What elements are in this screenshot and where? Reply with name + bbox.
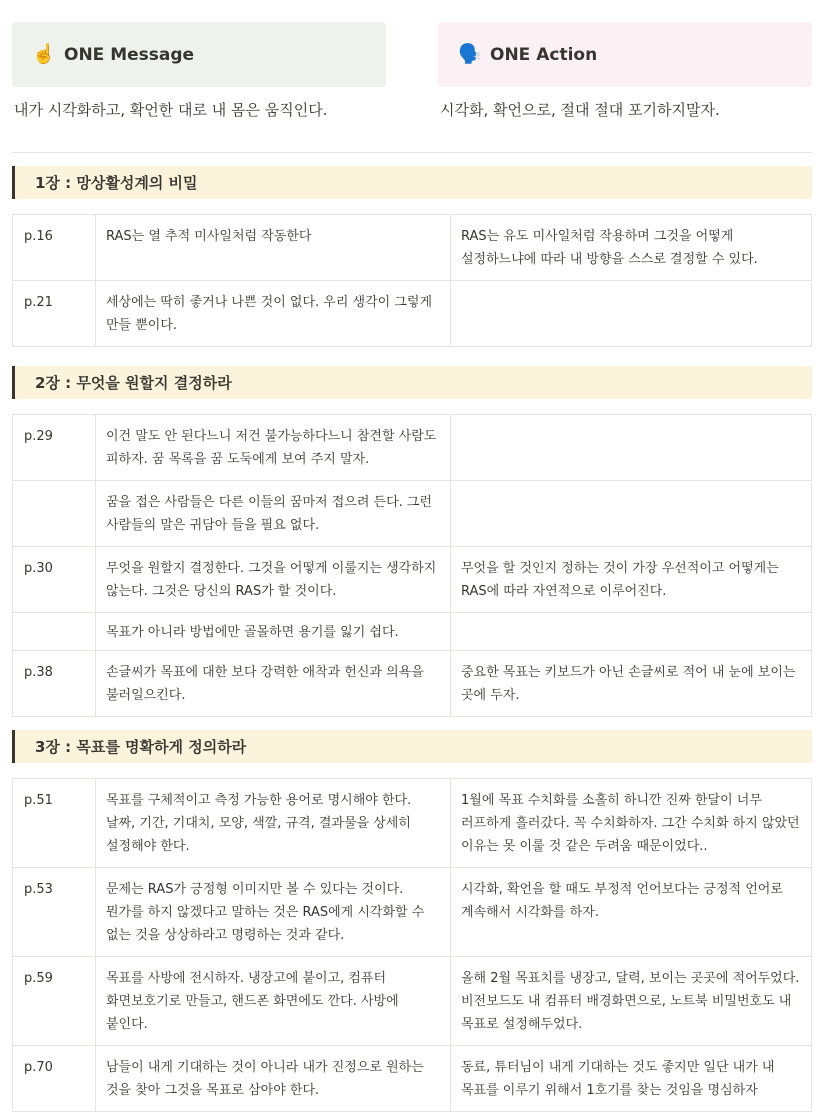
quote-cell[interactable]: 목표를 사방에 전시하자. 냉장고에 붙이고, 컴퓨터 화면보호기로 만들고, 핸드폰 화면에도 깐다. 사방에 붙인다.: [96, 957, 451, 1046]
quote-cell[interactable]: 이건 말도 안 된다느니 저건 불가능하다느니 참견할 사람도 피하자. 꿈 목록을 꿈 도둑에게 보여 주지 말자.: [96, 415, 451, 481]
note-cell[interactable]: 무엇을 할 것인지 정하는 것이 가장 우선적이고 어떻게는 RAS에 따라 자연적으로 이루어진다.: [451, 547, 812, 613]
table-row: [13, 651, 812, 717]
page-cell[interactable]: p.53: [13, 868, 96, 957]
chapter-2-table: [12, 414, 812, 717]
page-cell[interactable]: [13, 481, 96, 547]
one-action-callout: [438, 22, 812, 87]
note-cell[interactable]: 1월에 목표 수치화를 소홀히 하니깐 진짜 한달이 너무 러프하게 흘러갔다. 꼭 수치화하자. 그간 수치화 하지 않았던 이유는 못 이룰 것 같은 두려움 때문이었다..: [451, 779, 812, 868]
quote-cell[interactable]: RAS는 열 추적 미사일처럼 작동한다: [96, 215, 451, 281]
page-cell[interactable]: p.51: [13, 779, 96, 868]
quote-cell[interactable]: 목표를 구체적이고 측정 가능한 용어로 명시해야 한다. 날짜, 기간, 기대치, 모양, 색깔, 규격, 결과물을 상세히 설정해야 한다.: [96, 779, 451, 868]
quote-cell[interactable]: 꿈을 접은 사람들은 다른 이들의 꿈마저 접으려 든다. 그런 사람들의 말은 귀담아 들을 필요 없다.: [96, 481, 451, 547]
chapter-1-table: [12, 214, 812, 347]
page-cell[interactable]: p.38: [13, 651, 96, 717]
one-message-text: 내가 시각화하고, 확언한 대로 내 몸은 움직인다.: [14, 101, 328, 119]
page-cell[interactable]: [13, 613, 96, 651]
page-cell[interactable]: p.70: [13, 1046, 96, 1112]
quote-cell[interactable]: 손글씨가 목표에 대한 보다 강력한 애착과 헌신과 의욕을 불러일으킨다.: [96, 651, 451, 717]
table-row: [13, 281, 812, 347]
note-cell[interactable]: 시각화, 확언을 할 때도 부정적 언어보다는 긍정적 언어로 계속해서 시각화를 하자.: [451, 868, 812, 957]
quote-cell[interactable]: 남들이 내게 기대하는 것이 아니라 내가 진정으로 원하는 것을 찾아 그것을 목표로 삼아야 한다.: [96, 1046, 451, 1112]
note-cell[interactable]: [451, 481, 812, 547]
page-cell[interactable]: p.16: [13, 215, 96, 281]
chapter-1-heading: 1장 : 망상활성계의 비밀: [12, 166, 812, 199]
one-message-title: ONE Message: [64, 44, 195, 65]
table-row: [13, 415, 812, 481]
quote-cell[interactable]: 문제는 RAS가 긍정형 이미지만 볼 수 있다는 것이다. 뭔가를 하지 않겠다고 말하는 것은 RAS에게 시각화할 수 없는 것을 상상하라고 명령하는 것과 같다.: [96, 868, 451, 957]
table-row: [13, 957, 812, 1046]
table-row: [13, 613, 812, 651]
one-action-title: ONE Action: [490, 44, 598, 65]
divider: [12, 152, 812, 153]
one-message-callout: [12, 22, 386, 87]
quote-cell[interactable]: 목표가 아니라 방법에만 골몰하면 용기를 잃기 쉽다.: [96, 613, 451, 651]
quote-cell[interactable]: 무엇을 원할지 결정한다. 그것을 어떻게 이룰지는 생각하지 않는다. 그것은 당신의 RAS가 할 것이다.: [96, 547, 451, 613]
speaking-head-icon: 🗣️: [458, 43, 482, 65]
chapter-3-table: [12, 778, 812, 1112]
page-cell[interactable]: p.21: [13, 281, 96, 347]
table-row: [13, 779, 812, 868]
note-cell[interactable]: [451, 281, 812, 347]
table-row: [13, 481, 812, 547]
chapter-2-heading: 2장 : 무엇을 원할지 결정하라: [12, 366, 812, 399]
page-cell[interactable]: p.29: [13, 415, 96, 481]
table-row: [13, 1046, 812, 1112]
note-cell[interactable]: RAS는 유도 미사일처럼 작용하며 그것을 어떻게 설정하느냐에 따라 내 방향을 스스로 결정할 수 있다.: [451, 215, 812, 281]
page-cell[interactable]: p.30: [13, 547, 96, 613]
table-row: [13, 215, 812, 281]
pointing-up-icon: ☝️: [32, 43, 56, 65]
note-cell[interactable]: [451, 415, 812, 481]
quote-cell[interactable]: 세상에는 딱히 좋거나 나쁜 것이 없다. 우리 생각이 그렇게 만들 뿐이다.: [96, 281, 451, 347]
table-row: [13, 547, 812, 613]
note-cell[interactable]: 동료, 튜터님이 내게 기대하는 것도 좋지만 일단 내가 내 목표를 이루기 위해서 1호기를 찾는 것임을 명심하자: [451, 1046, 812, 1112]
page-cell[interactable]: p.59: [13, 957, 96, 1046]
chapter-3-heading: 3장 : 목표를 명확하게 정의하라: [12, 730, 812, 763]
note-cell[interactable]: [451, 613, 812, 651]
table-row: [13, 868, 812, 957]
one-action-text: 시각화, 확언으로, 절대 절대 포기하지말자.: [440, 101, 720, 119]
note-cell[interactable]: 중요한 목표는 키보드가 아닌 손글씨로 적어 내 눈에 보이는 곳에 두자.: [451, 651, 812, 717]
note-cell[interactable]: 올해 2월 목표치를 냉장고, 달력, 보이는 곳곳에 적어두었다. 비전보드도 내 컴퓨터 배경화면으로, 노트북 비밀번호도 내 목표로 설정해두었다.: [451, 957, 812, 1046]
